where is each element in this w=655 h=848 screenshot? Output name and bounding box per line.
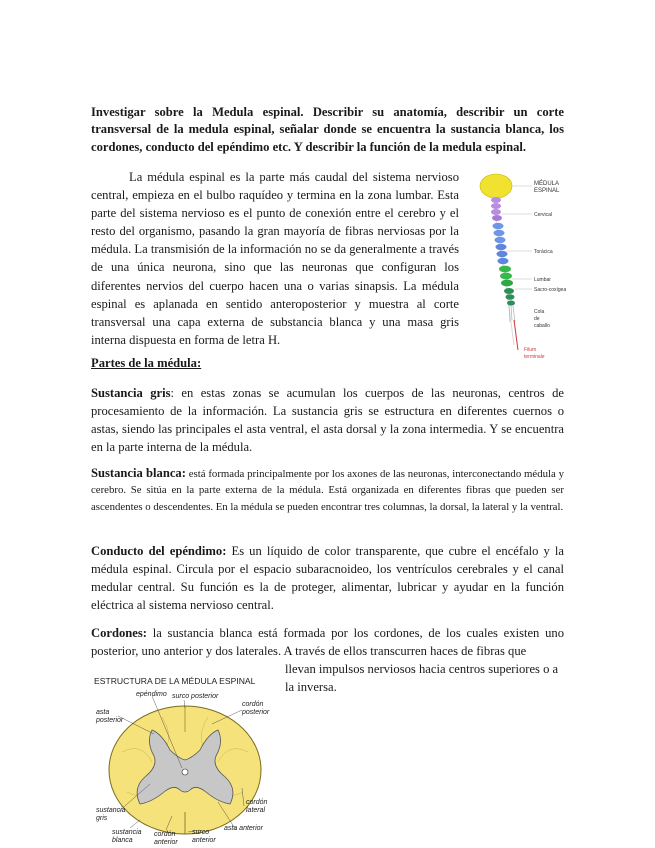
text-cordones-1: la sustancia blanca está formada por los cordones, de los cuales existen uno posterior, uno anterior y dos laterales. A través de ellos transcurren haces de fibras que [91, 626, 564, 658]
label-asta-posterior-1: asta [96, 709, 110, 716]
label-cola-1: Cola [534, 309, 545, 315]
label-cordon-anterior-1: cordón [154, 831, 176, 838]
term-sustancia-gris: Sustancia gris [91, 386, 171, 400]
section-sustancia-blanca [91, 465, 564, 515]
parts-heading: Partes de la médula: [91, 356, 202, 370]
vertebrae-thoracic [493, 223, 509, 264]
label-cervical: Cervical [534, 212, 553, 218]
spinal-cord-figure [474, 170, 566, 362]
label-cola-2: de [534, 316, 540, 322]
term-conducto-ependimo: Conducto del epéndimo: [91, 544, 227, 558]
label-cordon-posterior-2: posterior [242, 709, 270, 716]
section-conducto-ependimo [91, 542, 564, 614]
label-filum-1: Filum [524, 347, 537, 353]
page-title: Investigar sobre la Medula espinal. Describir su anatomía, describir un corte transversal de la medula espinal, señalar donde se encuentra la sustancia blanca, los cordones, conducto del epéndimo etc. Y describir la función de la medula espinal. [91, 105, 564, 154]
section-sustancia-gris [91, 384, 564, 456]
label-lumbar: Lumbar [534, 277, 551, 283]
label-surco-anterior-2: anterior [192, 837, 216, 844]
label-toracica: Torácica [534, 249, 553, 255]
label-sustancia-gris-1: sustancia [96, 807, 126, 814]
central-canal [182, 769, 188, 775]
label-ependimo: epéndimo [136, 691, 167, 698]
label-asta-posterior-2: posterior [96, 717, 124, 724]
section-cordones-continued: llevan impulsos nerviosos hacia centros superiores o a la inversa. [285, 662, 559, 694]
label-sustancia-blanca-1: sustancia [112, 829, 142, 836]
vertebrae-lumbar [499, 266, 513, 287]
label-cordon-anterior-2: anterior [154, 839, 178, 846]
label-asta-anterior: asta anterior [224, 825, 263, 832]
cross-title: ESTRUCTURA DE LA MÉDULA ESPINAL [94, 676, 256, 686]
label-cordon-posterior-1: cordón [242, 701, 264, 708]
label-cordon-lateral-2: lateral [246, 807, 266, 814]
spine-title-1: MÉDULA [534, 181, 560, 187]
text-conducto-ependimo: Es un líquido de color transparente, que cubre el encéfalo y la médula espinal. Circula por el espacio subaracnoideo, los ventrículos cerebrales y el canal medular central. Su función es la de proteger, alimentar, lubricar y ayudar en la función eléctrica al sistema nervioso central. [91, 544, 565, 612]
spine-title-2: ESPINAL [534, 188, 560, 194]
label-sustancia-gris-2: gris [96, 815, 108, 822]
brain-shape [480, 174, 512, 198]
text-sustancia-gris: : en estas zonas se acumulan los cuerpos de las neuronas, centros de procesamiento de la información. La sustancia gris se estructura en diferentes cuernos o astas, siendo las principales el asta ventral, el asta dorsal y la zona intermedia. Y se encuentra en la parte interna de la médula. [91, 386, 564, 454]
label-sustancia-blanca-2: blanca [112, 837, 133, 844]
intro-paragraph [91, 168, 459, 349]
cross-section-figure [92, 672, 280, 848]
label-cordon-lateral-1: cordón [246, 799, 268, 806]
label-surco-posterior: surco posterior [172, 693, 219, 700]
label-surco-anterior-1: surco [192, 829, 210, 836]
label-sacro: Sacro-coxígea [534, 287, 566, 293]
label-cola-3: caballo [534, 323, 550, 329]
vertebrae-cervical [491, 197, 502, 221]
cauda-equina [509, 306, 515, 322]
label-filum-2: terminale [524, 354, 545, 360]
filum-terminale-line [514, 320, 518, 350]
vertebrae-sacral [504, 288, 515, 306]
term-cordones: Cordones: [91, 626, 147, 640]
term-sustancia-blanca: Sustancia blanca: [91, 466, 186, 480]
intro-text: La médula espinal es la parte más caudal del sistema nervioso central, empieza en el bulbo raquídeo y termina en la zona lumbar. Esta parte del sistema nervioso es el punto de conexión entre el cerebro y el resto del organismo, pasando la gran mayoría de fibras nerviosas por la médula. La transmisión de la información no se da generalmente a través de una única neurona, sino que las neuronas que configuran los diferentes nervios del cuerpo hacen una o varias sinapsis. La médula espinal es aplanada en sentido anteroposterior y muestra al corte transversal una capa externa de substancia blanca y una masa gris interna dispuesta en forma de letra H. [91, 170, 459, 347]
text-sustancia-blanca: está formada principalmente por los axones de las neuronas, interconectando médula y cerebro. Se sitúa en la parte externa de la médula. Está organizada en diferentes fibras que pueden ser ascendentes o descendentes. En la médula se pueden encontrar tres columnas, la dorsal, la lateral y la ventral. [91, 468, 565, 513]
section-cordones [91, 624, 564, 660]
